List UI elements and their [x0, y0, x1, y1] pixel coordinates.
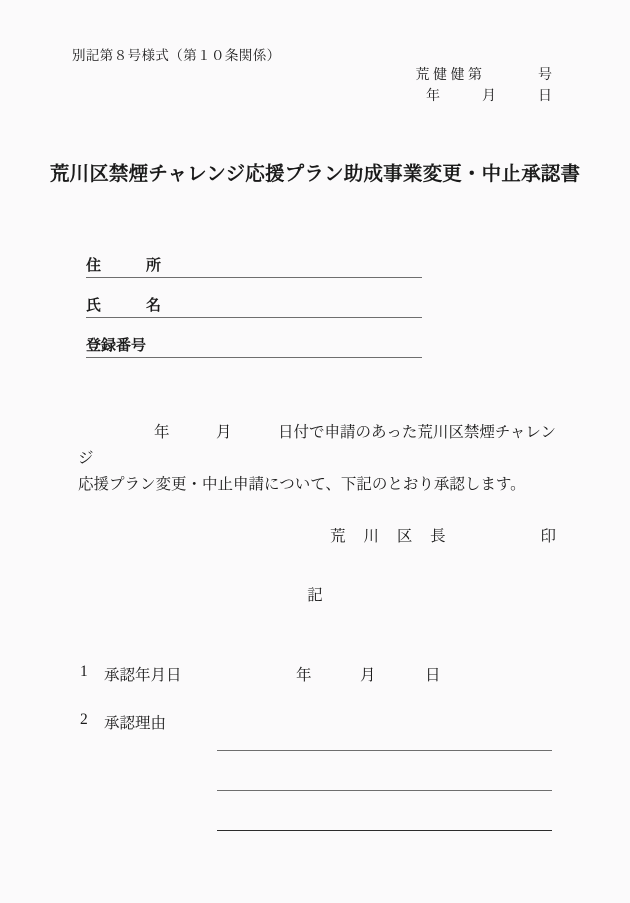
issuer-name: 荒 川 区 長 — [330, 528, 453, 545]
registration-number-label: 登録番号 — [86, 338, 147, 354]
field-row-name — [86, 278, 422, 318]
reason-rule-line[interactable] — [217, 791, 552, 831]
items-list — [80, 663, 552, 821]
form-number-label: 別記第８号様式（第１０条関係） — [72, 48, 281, 63]
address-label: 住 所 — [86, 258, 162, 274]
item-2-label: 承認理由 — [104, 715, 167, 732]
item-1-label: 承認年月日 — [104, 667, 182, 684]
item-approval-date — [80, 663, 552, 691]
field-row-registration-number — [86, 318, 422, 358]
reason-rule-line[interactable] — [217, 751, 552, 791]
signature-block — [330, 524, 556, 546]
body-line-2: 応援プラン変更・中止申請について、下記のとおり承認します。 — [78, 476, 526, 493]
document-number-line: 荒 健 健 第 号 — [415, 68, 552, 83]
body-line-1: 年 月 日付で申請のあった荒川区禁煙チャレンジ — [78, 424, 556, 467]
name-label: 氏 名 — [86, 298, 162, 314]
approval-month-field[interactable]: 月 — [360, 667, 376, 684]
item-1-number: 1 — [80, 663, 88, 680]
reason-rule-line[interactable] — [217, 711, 552, 751]
applicant-fields — [86, 238, 422, 358]
body-paragraph — [78, 420, 556, 498]
document-date-line: 年 月 日 — [426, 89, 552, 104]
field-row-address — [86, 238, 422, 278]
approval-day-field[interactable]: 日 — [425, 667, 441, 684]
page-title: 荒川区禁煙チャレンジ応援プラン助成事業変更・中止承認書 — [49, 164, 581, 185]
approval-year-field[interactable]: 年 — [296, 667, 312, 684]
item-2-number: 2 — [80, 711, 88, 728]
item-approval-reason — [80, 711, 552, 821]
approval-reason-input[interactable] — [217, 711, 552, 831]
ki-marker: 記 — [307, 587, 323, 604]
seal-label: 印 — [540, 528, 556, 545]
